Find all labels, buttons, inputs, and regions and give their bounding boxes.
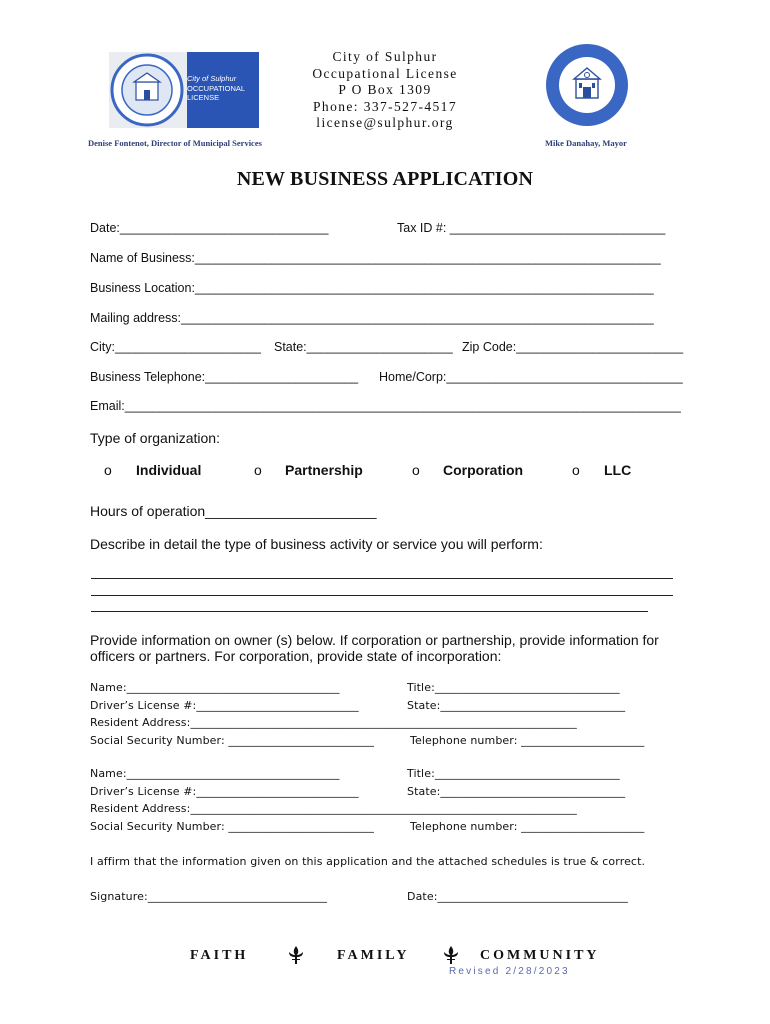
fleur-de-lis-icon (288, 946, 304, 969)
llc-radio[interactable]: o (572, 462, 580, 478)
revised-date: Revised 2/28/2023 (449, 966, 570, 977)
owner1-license-field[interactable]: Driver’s License #:_____________________________ (90, 699, 359, 712)
address-line: P O Box 1309 (338, 82, 432, 97)
home-corp-field[interactable]: Home/Corp:__________________________________ (379, 370, 683, 384)
signature-date-field[interactable]: Date:__________________________________ (407, 890, 628, 903)
zip-code-field[interactable]: Zip Code:________________________ (462, 340, 684, 354)
logo-caption-line2: OCCUPATIONAL (187, 83, 246, 93)
state-field[interactable]: State:_____________________ (274, 340, 453, 354)
owner1-address-field[interactable]: Resident Address:_____________________________________________________________________ (90, 716, 577, 729)
owner1-phone-field[interactable]: Telephone number: ______________________ (410, 734, 645, 747)
organization-type-label: Type of organization: (90, 430, 220, 446)
motto-family: FAMILY (337, 948, 410, 963)
logo-caption-line3: LICENSE (187, 93, 220, 102)
city-seal (544, 42, 630, 128)
director-byline: Denise Fontenot, Director of Municipal Services (88, 138, 262, 148)
describe-business-label: Describe in detail the type of business activity or service you will perform: (90, 536, 543, 552)
individual-radio[interactable]: o (104, 462, 112, 478)
owner-info-line1: Provide information on owner (s) below. If corporation or partnership, provide information for (90, 632, 659, 648)
business-telephone-field[interactable]: Business Telephone:______________________ (90, 370, 359, 384)
owner2-ssn-field[interactable]: Social Security Number: __________________________ (90, 820, 374, 833)
address-line: license@sulphur.org (316, 115, 454, 130)
city-field[interactable]: City:_____________________ (90, 340, 261, 354)
llc-option-label: LLC (604, 462, 632, 478)
date-field[interactable]: Date:______________________________ (90, 221, 329, 235)
motto-community: COMMUNITY (480, 948, 600, 963)
mailing-address-field[interactable]: Mailing address:____________________________________________________________________ (90, 311, 654, 325)
owner-info-line2: officers or partners. For corporation, provide state of incorporation: (90, 648, 502, 664)
partnership-radio[interactable]: o (254, 462, 262, 478)
logo-caption-line1: City of Sulphur (187, 74, 237, 83)
owner2-name-field[interactable]: Name:______________________________________ (90, 767, 340, 780)
owner1-name-field[interactable]: Name:______________________________________ (90, 681, 340, 694)
corporation-option-label: Corporation (443, 462, 524, 478)
owner1-ssn-field[interactable]: Social Security Number: __________________________ (90, 734, 374, 747)
corporation-radio[interactable]: o (412, 462, 420, 478)
owner2-state-field[interactable]: State:_________________________________ (407, 785, 626, 798)
business-location-field[interactable]: Business Location:__________________________________________________________________ (90, 281, 654, 295)
hours-of-operation-field[interactable]: Hours of operation______________________ (90, 503, 377, 519)
description-line[interactable] (91, 611, 648, 612)
business-name-field[interactable]: Name of Business:___________________________________________________________________ (90, 251, 661, 265)
affirmation-text: I affirm that the information given on this application and the attached schedules is true & correct. (90, 855, 646, 868)
email-field[interactable]: Email:________________________________________________________________________________ (90, 399, 681, 413)
signature-field[interactable]: Signature:________________________________ (90, 890, 327, 903)
owner1-title-field[interactable]: Title:_________________________________ (407, 681, 620, 694)
address-block (280, 49, 490, 132)
description-line[interactable] (91, 578, 673, 579)
owner2-title-field[interactable]: Title:_________________________________ (407, 767, 620, 780)
partnership-option-label: Partnership (285, 462, 363, 478)
mayor-byline: Mike Danahay, Mayor (545, 138, 627, 148)
owner1-state-field[interactable]: State:_________________________________ (407, 699, 626, 712)
address-line: Phone: 337-527-4517 (313, 98, 457, 114)
description-line[interactable] (91, 595, 673, 596)
motto-faith: FAITH (190, 948, 249, 963)
owner2-address-field[interactable]: Resident Address:_____________________________________________________________________ (90, 802, 577, 815)
page-title: NEW BUSINESS APPLICATION (236, 168, 534, 190)
tax-id-field[interactable]: Tax ID #: _______________________________ (397, 221, 666, 235)
owner2-license-field[interactable]: Driver’s License #:_____________________________ (90, 785, 359, 798)
occupational-license-logo (109, 52, 259, 128)
individual-option-label: Individual (136, 462, 202, 478)
address-line: Occupational License (312, 65, 458, 81)
owner2-phone-field[interactable]: Telephone number: ______________________ (410, 820, 645, 833)
address-line: City of Sulphur (332, 49, 438, 64)
